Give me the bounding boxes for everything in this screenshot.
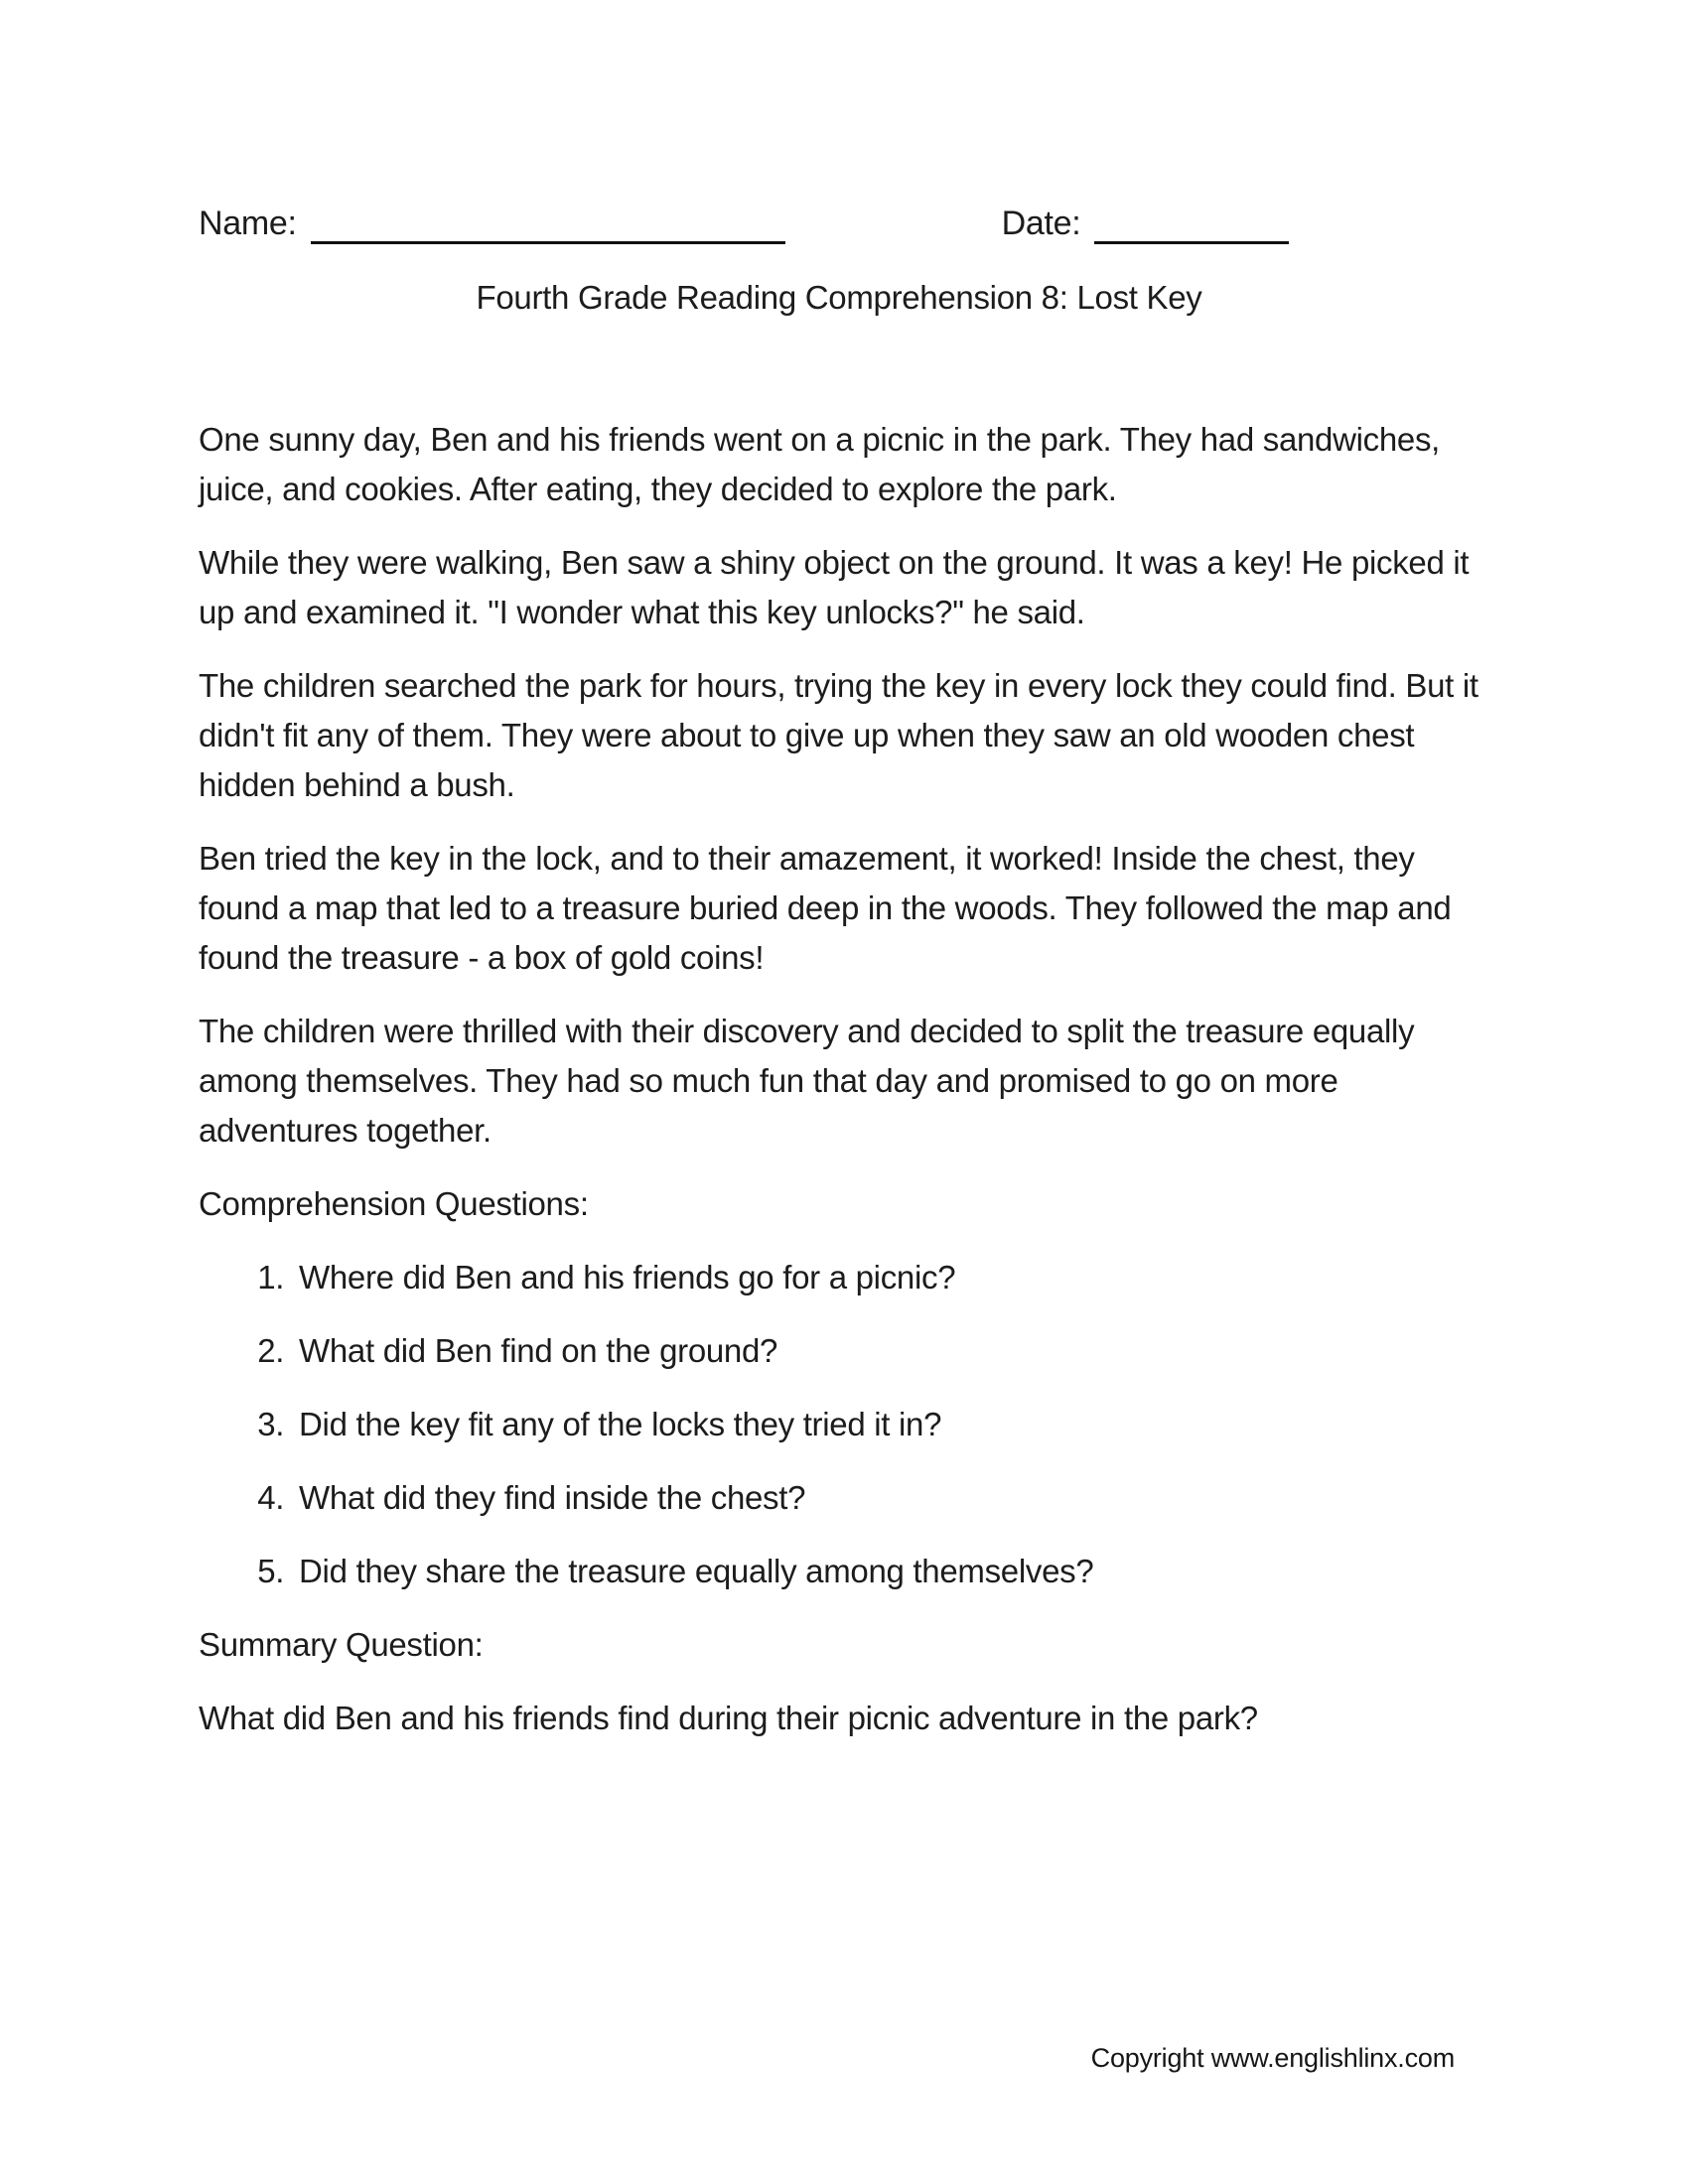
question-item-2 — [293, 1326, 1479, 1376]
question-item-5 — [293, 1547, 1479, 1596]
question-list — [199, 1253, 1479, 1596]
story-paragraph-2: While they were walking, Ben saw a shiny object on the ground. It was a key! He picked it up and examined it. "I wonder what this key unlocks?" he said. — [199, 543, 1470, 630]
question-item-1 — [293, 1253, 1479, 1302]
date-label: Date: — [1001, 205, 1081, 243]
question-text-3: Did the key fit any of the locks they tried it in? — [299, 1405, 942, 1442]
questions-heading: Comprehension Questions: — [199, 1184, 589, 1222]
question-text-4: What did they find inside the chest? — [299, 1478, 806, 1516]
header — [199, 204, 1479, 244]
story-paragraph-3: The children searched the park for hours, trying the key in every lock they could find. But it didn't fit any of them. They were about to give up when they saw an old wooden chest hidden behind a bush. — [199, 666, 1478, 803]
story-paragraph-4: Ben tried the key in the lock, and to their amazement, it worked! Inside the chest, they found a map that led to a treasure buried deep in the woods. They followed the map and found the treasure - a box of gold coins! — [199, 839, 1452, 976]
page-title: Fourth Grade Reading Comprehension 8: Lost Key — [476, 279, 1202, 316]
summary-question: What did Ben and his friends find during their picnic adventure in the park? — [199, 1699, 1258, 1736]
question-text-1: Where did Ben and his friends go for a picnic? — [299, 1258, 956, 1296]
summary-heading: Summary Question: — [199, 1625, 484, 1663]
question-item-4 — [293, 1473, 1479, 1523]
name-fill-line — [311, 204, 785, 244]
question-item-3 — [293, 1400, 1479, 1449]
story-section — [199, 415, 1479, 1156]
name-label: Name: — [199, 205, 297, 243]
date-fill-line — [1094, 204, 1289, 244]
question-text-2: What did Ben find on the ground? — [299, 1331, 778, 1369]
story-paragraph-5: The children were thrilled with their discovery and decided to split the treasure equally among themselves. They had so much fun that day and promised to go on more adventures together. — [199, 1012, 1415, 1149]
story-paragraph-1: One sunny day, Ben and his friends went on a picnic in the park. They had sandwiches, juice, and cookies. After eating, they decided to explore the park. — [199, 420, 1441, 507]
question-text-5: Did they share the treasure equally among themselves? — [299, 1552, 1094, 1589]
copyright-text: Copyright www.englishlinx.com — [1090, 2043, 1455, 2073]
